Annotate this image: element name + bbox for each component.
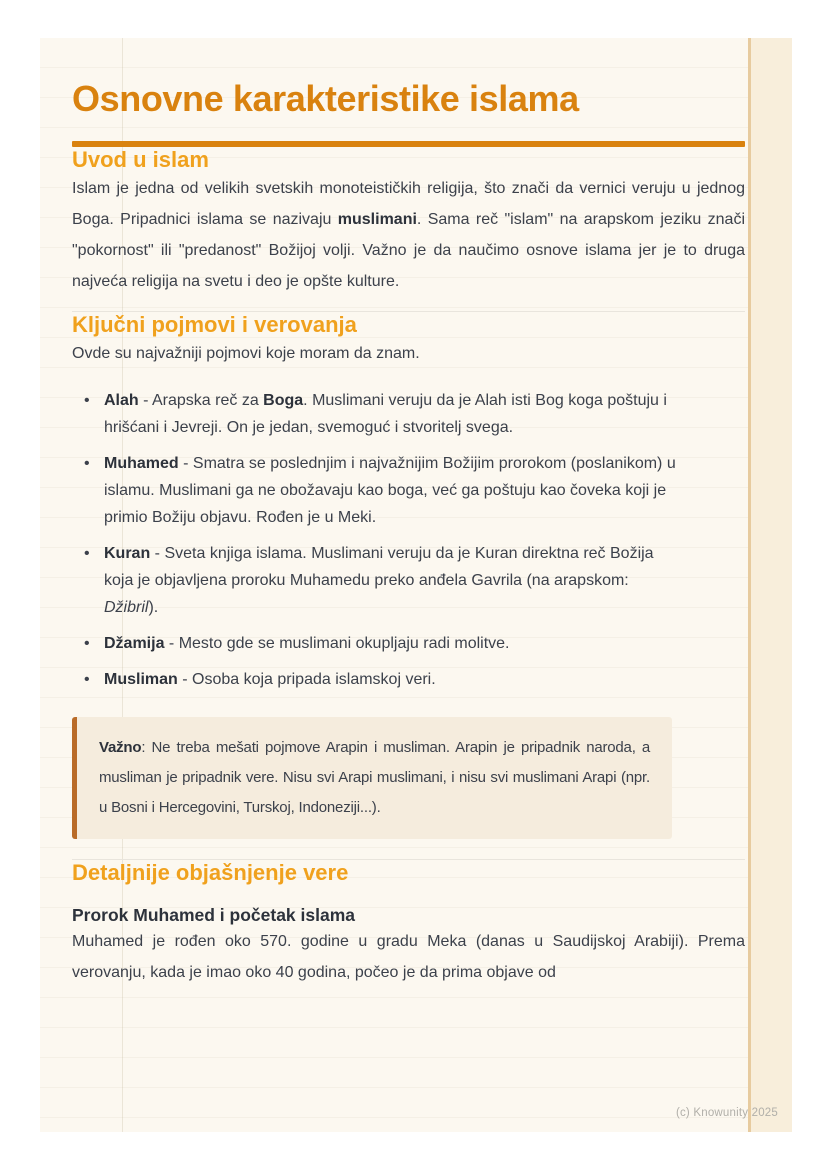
subsection-heading-prorok: Prorok Muhamed i početak islama <box>72 905 356 925</box>
intro-bold-muslimani: muslimani <box>337 211 417 228</box>
intro-paragraph <box>72 173 745 297</box>
term-label: Alah <box>104 392 139 409</box>
bullet-icon: • <box>84 392 90 409</box>
intro-text-2: . Sama reč "islam" na arapskom jeziku znači "pokornost" ili "predanost" Božijoj volji. Važno je da naučimo osnove islama jer je to druga najveća religija na svetu i deo je opšte kulture. <box>72 211 745 290</box>
term-inline-bold: Boga <box>263 392 304 409</box>
list-item-muhamed <box>84 450 679 531</box>
terms-list <box>72 387 745 693</box>
term-text: ). <box>148 599 159 616</box>
document-content <box>72 38 745 988</box>
document-page <box>40 38 792 1132</box>
bullet-icon: • <box>84 545 90 562</box>
bullet-icon: • <box>84 455 90 472</box>
list-item-kuran <box>84 540 679 621</box>
section-heading-details: Detaljnije objašnjenje vere <box>72 860 349 885</box>
term-label: Muhamed <box>104 455 179 472</box>
list-item-dzamija <box>84 630 679 657</box>
list-item-musliman <box>84 666 679 693</box>
term-text: - Sveta knjiga islama. Muslimani veruju da je Kuran direktna reč Božija koja je objavljena proroku Muhamedu preko anđela Gavrila (na arapskom: <box>104 545 654 589</box>
page-edge-strip <box>748 38 792 1132</box>
callout-label: Važno <box>99 739 142 756</box>
page-title: Osnovne karakteristike islama <box>72 78 579 119</box>
term-text: - Osoba koja pripada islamskoj veri. <box>177 671 436 688</box>
list-item-alah <box>84 387 679 441</box>
term-inline-italic: Džibril <box>104 599 149 616</box>
term-label: Kuran <box>104 545 151 562</box>
term-text: - Smatra se poslednjim i najvažnijim Božijim prorokom (poslanikom) u islamu. Muslimani ga ne obožavaju kao boga, već ga poštuju kao čoveka koji je primio Božiju objavu. Rođen je u Meki. <box>104 455 676 526</box>
bullet-icon: • <box>84 671 90 688</box>
section-heading-terms: Ključni pojmovi i verovanja <box>72 312 357 337</box>
term-label: Musliman <box>104 671 178 688</box>
term-text: - Arapska reč za <box>138 392 264 409</box>
knowunity-watermark: (c) Knowunity 2025 <box>675 1107 778 1119</box>
term-text: - Mesto gde se muslimani okupljaju radi molitve. <box>164 635 510 652</box>
term-text: . Muslimani veruju da je Alah isti Bog koga poštuju i hrišćani i Jevreji. On je jedan, svemoguć i stvoritelj svega. <box>104 392 667 436</box>
section-heading-intro: Uvod u islam <box>72 147 209 172</box>
important-callout <box>72 717 672 839</box>
callout-text: : Ne treba mešati pojmove Arapin i musliman. Arapin je pripadnik naroda, a musliman je pripadnik vere. Nisu svi Arapi muslimani, i nisu svi muslimani Arapi (npr. u Bosni i Hercegovini, Turskoj, Indoneziji...). <box>99 739 650 816</box>
details-paragraph: Muhamed je rođen oko 570. godine u gradu Meka (danas u Saudijskoj Arabiji). Prema verovanju, kada je imao oko 40 godina, počeo je da prima objave od <box>72 933 745 981</box>
intro-text-1: Islam je jedna od velikih svetskih monoteističkih religija, što znači da vernici veruju u jednog Boga. Pripadnici islama se nazivaju <box>72 180 745 228</box>
term-label: Džamija <box>104 635 165 652</box>
terms-lead-paragraph: Ovde su najvažniji pojmovi koje moram da znam. <box>72 345 420 362</box>
bullet-icon: • <box>84 635 90 652</box>
